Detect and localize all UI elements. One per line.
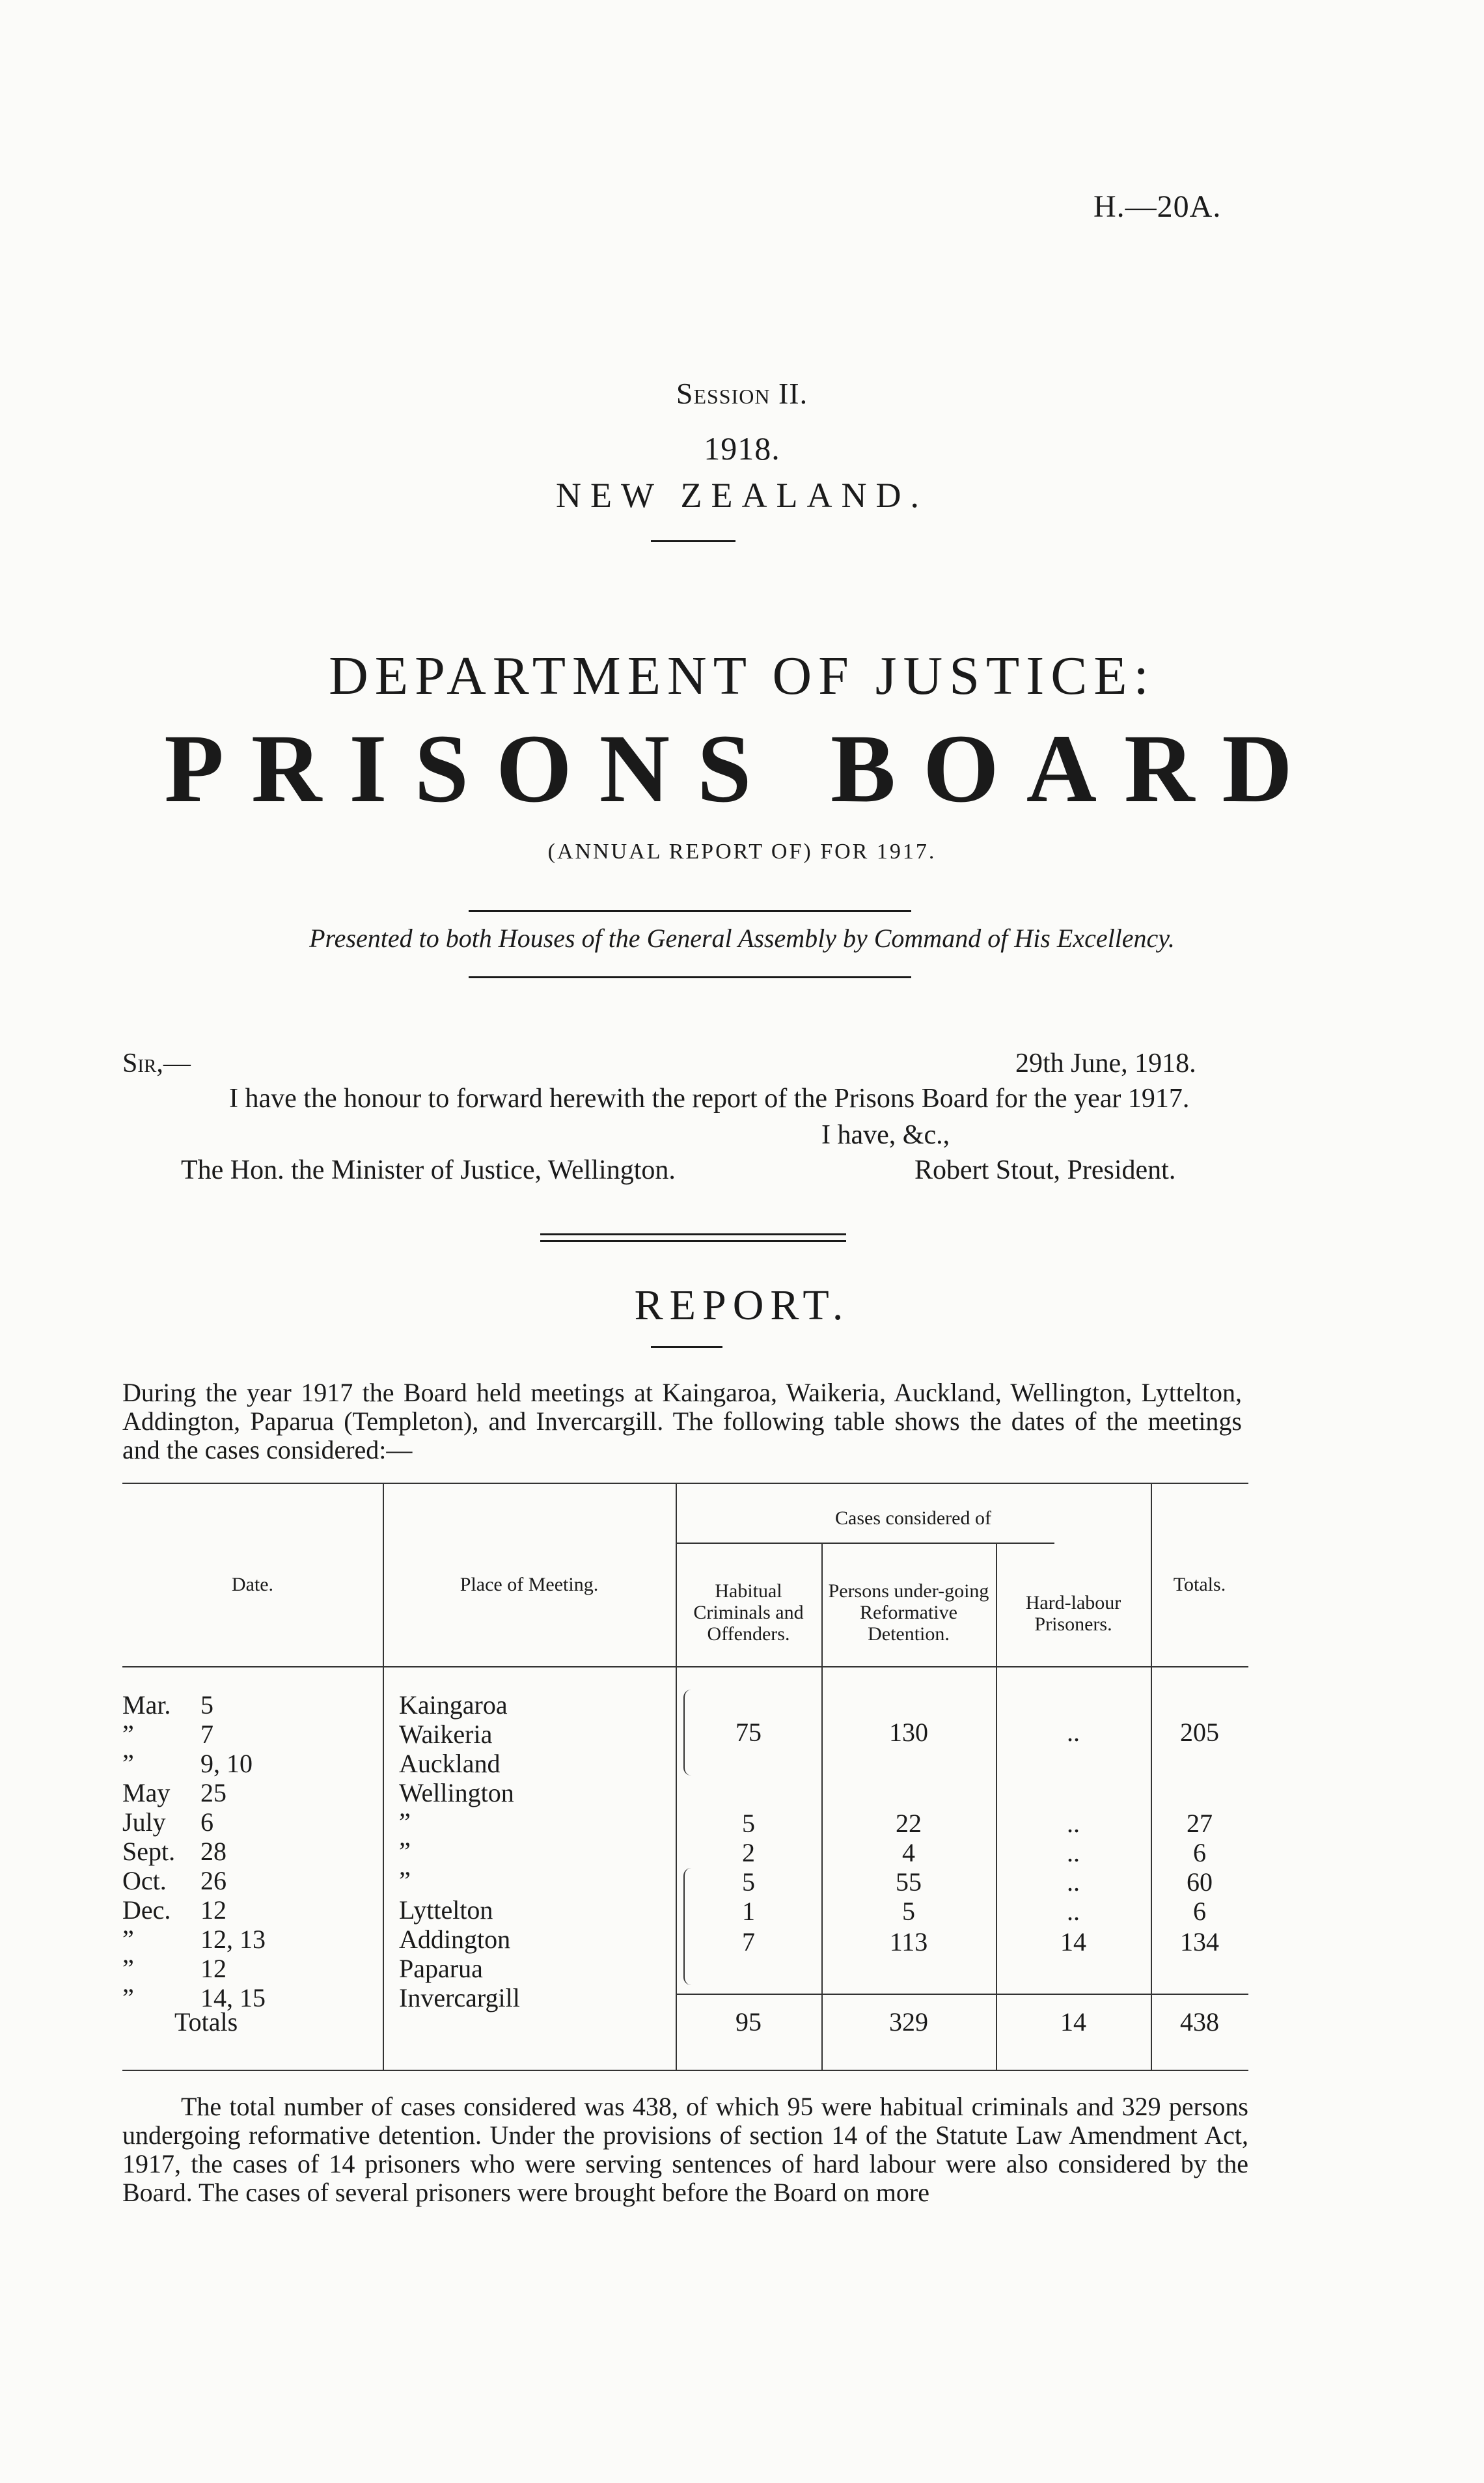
presented-note: Presented to both Houses of the General Assembly by Command of His Excellency. <box>309 924 1175 953</box>
row-place: Auckland <box>399 1749 501 1778</box>
row-day: 7 <box>200 1720 213 1749</box>
row-month: Oct. <box>122 1866 167 1895</box>
cases-table <box>122 1483 1248 2081</box>
value-reformative: 113 <box>889 1927 928 1956</box>
row-month: ” <box>122 1925 134 1954</box>
row-place: Wellington <box>399 1778 514 1807</box>
totals-rule <box>676 1994 1248 1995</box>
row-month: Mar. <box>122 1690 171 1720</box>
value-habitual: 75 <box>735 1718 762 1747</box>
value-total: 60 <box>1187 1867 1213 1897</box>
totals-habitual: 95 <box>735 2007 762 2037</box>
col-divider-2 <box>676 1483 677 2070</box>
row-month: Sept. <box>122 1837 176 1866</box>
totals-label: Totals <box>174 2007 238 2037</box>
brace-group-2 <box>683 1868 693 1985</box>
header-habitual: Habitual Criminals and Offenders. <box>693 1580 804 1645</box>
header-place: Place of Meeting. <box>460 1574 599 1595</box>
row-day: 28 <box>200 1837 227 1866</box>
closing-paragraph: The total number of cases considered was 438, of which 95 were habitual criminals and 329 persons undergoing reformative detention. Under the provisions of section 14 of the Statute Law Amendment Act, 1917, the cases of 14 prisoners who were serving sentences of hard labour were also considered by the Board. The cases of several prisoners were brought before the Board on more <box>122 2092 1248 2207</box>
value-reformative: 5 <box>902 1897 915 1926</box>
totals-reformative: 329 <box>889 2007 928 2037</box>
value-reformative: 130 <box>889 1718 928 1747</box>
row-month: ” <box>122 1749 134 1778</box>
letter-divider-bottom <box>540 1240 846 1242</box>
row-day: 5 <box>200 1690 213 1720</box>
row-month: ” <box>122 1954 134 1983</box>
board-title: PRISONS BOARD <box>164 715 1320 823</box>
row-day: 12 <box>200 1954 227 1983</box>
row-day: 14, 15 <box>200 1983 266 2012</box>
value-hard-labour: .. <box>1067 1809 1080 1838</box>
value-hard-labour: 14 <box>1060 1927 1086 1956</box>
letter-body: I have the honour to forward herewith the report of the Prisons Board for the year 1917. <box>229 1084 1190 1114</box>
sign-off: I have, &c., <box>821 1120 950 1150</box>
value-total: 205 <box>1180 1718 1219 1747</box>
title-divider-top <box>469 910 911 912</box>
col-divider-5 <box>1151 1483 1152 2070</box>
row-day: 6 <box>200 1807 213 1837</box>
row-place: Addington <box>399 1925 511 1954</box>
report-divider <box>651 1346 722 1348</box>
letter-divider-top <box>540 1233 846 1235</box>
header-group: Cases considered of <box>835 1507 991 1529</box>
row-place: Waikeria <box>399 1720 493 1749</box>
group-header-rule <box>676 1543 1054 1544</box>
row-place: ” <box>399 1837 411 1866</box>
value-total: 27 <box>1187 1809 1213 1838</box>
value-habitual: 7 <box>742 1927 755 1956</box>
session-year: 1918. <box>704 430 780 467</box>
row-month: July <box>122 1807 166 1837</box>
row-month: ” <box>122 1983 134 2012</box>
value-hard-labour: .. <box>1067 1897 1080 1926</box>
country-name: NEW ZEALAND. <box>556 476 928 515</box>
intro-paragraph: During the year 1917 the Board held meetings at Kaingaroa, Waikeria, Auckland, Wellington, Lyttelton, Addington, Paparua (Templeton), and Invercargill. The following table shows the dates of the meetings and the cases considered:— <box>122 1378 1242 1464</box>
salutation: Sir,— <box>122 1049 191 1078</box>
addressee: The Hon. the Minister of Justice, Wellington. <box>181 1155 676 1185</box>
row-day: 12, 13 <box>200 1925 266 1954</box>
value-total: 6 <box>1193 1838 1206 1867</box>
brace-group-1 <box>683 1690 693 1776</box>
row-day: 9, 10 <box>200 1749 253 1778</box>
value-reformative: 22 <box>896 1809 922 1838</box>
value-reformative: 4 <box>902 1838 915 1867</box>
value-habitual: 1 <box>742 1897 755 1926</box>
value-total: 134 <box>1180 1927 1219 1956</box>
row-month: ” <box>122 1720 134 1749</box>
header-reformative: Persons under-going Reformative Detention. <box>828 1580 989 1645</box>
row-place: Invercargill <box>399 1983 520 2012</box>
header-divider <box>651 540 735 542</box>
table-bottom-rule <box>122 2070 1248 2071</box>
totals-grand: 438 <box>1180 2007 1219 2037</box>
row-day: 25 <box>200 1778 227 1807</box>
value-reformative: 55 <box>896 1867 922 1897</box>
row-place: Lyttelton <box>399 1895 493 1925</box>
signature: Robert Stout, President. <box>914 1155 1176 1185</box>
document-code: H.—20A. <box>1093 189 1222 224</box>
table-top-rule <box>122 1483 1248 1484</box>
value-hard-labour: .. <box>1067 1718 1080 1747</box>
department-title: DEPARTMENT OF JUSTICE: <box>329 646 1155 706</box>
row-place: ” <box>399 1807 411 1837</box>
value-habitual: 5 <box>742 1809 755 1838</box>
row-month: May <box>122 1778 171 1807</box>
title-divider-bottom <box>469 976 911 978</box>
value-habitual: 2 <box>742 1838 755 1867</box>
value-total: 6 <box>1193 1897 1206 1926</box>
header-bottom-rule <box>122 1666 1248 1667</box>
value-habitual: 5 <box>742 1867 755 1897</box>
totals-hard-labour: 14 <box>1060 2007 1086 2037</box>
col-divider-1 <box>383 1483 384 2070</box>
header-date: Date. <box>231 1574 274 1595</box>
row-day: 12 <box>200 1895 227 1925</box>
report-subtitle: (ANNUAL REPORT OF) FOR 1917. <box>547 840 937 864</box>
row-place: Kaingaroa <box>399 1690 508 1720</box>
value-hard-labour: .. <box>1067 1838 1080 1867</box>
report-heading: REPORT. <box>634 1282 850 1329</box>
header-hard-labour: Hard-labour Prisoners. <box>1025 1592 1121 1635</box>
letter-date: 29th June, 1918. <box>1015 1049 1196 1078</box>
session-label: Session II. <box>676 377 808 410</box>
row-place: Paparua <box>399 1954 483 1983</box>
value-hard-labour: .. <box>1067 1867 1080 1897</box>
row-place: ” <box>399 1866 411 1895</box>
row-day: 26 <box>200 1866 227 1895</box>
header-totals: Totals. <box>1173 1574 1226 1595</box>
row-month: Dec. <box>122 1895 171 1925</box>
